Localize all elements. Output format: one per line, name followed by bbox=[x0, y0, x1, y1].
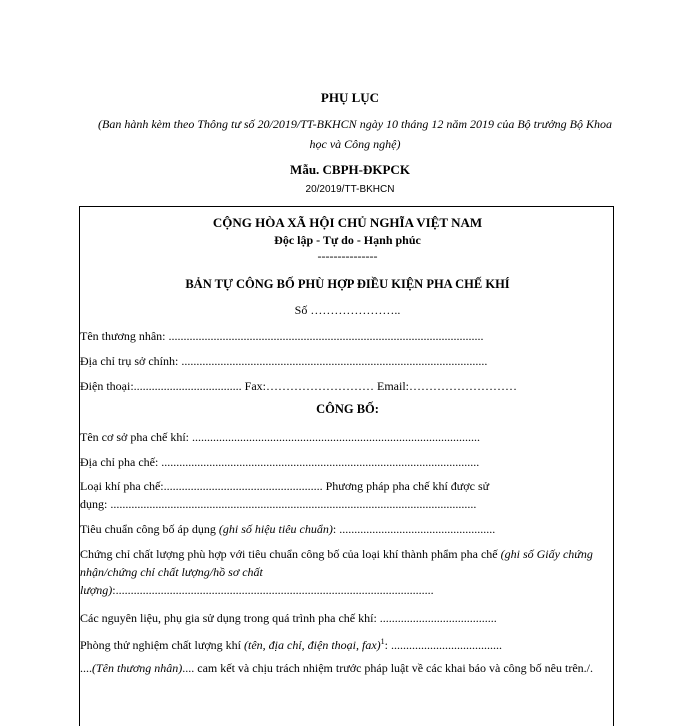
standard-field bbox=[80, 520, 610, 538]
commitment-lead: .... bbox=[80, 661, 92, 675]
commitment-merchant-hint: (Tên thương nhân) bbox=[92, 661, 183, 675]
facility-address-field: Địa chỉ pha chế: .......................................................................................................... bbox=[80, 455, 480, 469]
lab-dots: : ..................................... bbox=[384, 638, 502, 652]
document-number: Số ………………….. bbox=[294, 303, 401, 317]
certificate-hint: (ghi số Giấy chứng nhận/chứng chỉ chất lượng/hồ sơ chất lượng) bbox=[80, 547, 593, 597]
lab-label: Phòng thử nghiệm chất lượng khí bbox=[80, 638, 245, 652]
commitment-text bbox=[80, 659, 610, 677]
head-office-field: Địa chỉ trụ sở chính: ...................................................................................................... bbox=[80, 354, 488, 368]
declaration-title: BẢN TỰ CÔNG BỐ PHÙ HỢP ĐIỀU KIỆN PHA CHẾ KHÍ bbox=[185, 277, 510, 291]
appendix-title: PHỤ LỤC bbox=[320, 90, 380, 105]
certificate-label: Chứng chỉ chất lượng phù hợp với tiêu chuẩn công bố của loại khí thành phẩm pha chế bbox=[80, 547, 501, 561]
lab-footnote-mark: 1 bbox=[380, 637, 385, 646]
certificate-field bbox=[80, 545, 610, 599]
phone-fax-email-field: Điện thoại:.................................... Fax:……………………… Email:……………………… bbox=[80, 379, 517, 393]
appendix-subtitle: (Ban hành kèm theo Thông tư số 20/2019/TT-BKHCN ngày 10 tháng 12 năm 2019 của Bộ trưởng Bộ Khoa học và Công nghệ) bbox=[98, 117, 612, 151]
declare-heading: CÔNG BỐ: bbox=[316, 402, 379, 416]
gas-method-field: dụng: .......................................................................................................................... bbox=[80, 497, 477, 511]
form-box bbox=[79, 206, 614, 726]
lab-hint: (tên, địa chỉ, điện thoại, fax) bbox=[244, 638, 381, 652]
national-motto: Độc lập - Tự do - Hạnh phúc bbox=[274, 233, 421, 247]
merchant-name-field: Tên thương nhân: ......................................................................................................... bbox=[80, 329, 484, 343]
standard-dots: : .................................................... bbox=[332, 522, 496, 536]
motto-divider: --------------- bbox=[317, 249, 378, 263]
certificate-dots: :.......................................................................................................... bbox=[112, 583, 434, 597]
commitment-body: .... cam kết và chịu trách nhiệm trước pháp luật về các khai báo và công bố nêu trên./. bbox=[182, 661, 593, 675]
lab-field bbox=[80, 633, 610, 654]
facility-name-field: Tên cơ sở pha chế khí: ................................................................................................ bbox=[80, 430, 480, 444]
national-title: CỘNG HÒA XÃ HỘI CHỦ NGHĨA VIỆT NAM bbox=[212, 215, 483, 230]
gas-type-field: Loại khí pha chế:..................................................... Phương pháp pha chế khí được sử bbox=[80, 479, 490, 493]
circular-number: 20/2019/TT-BKHCN bbox=[305, 184, 395, 195]
materials-field: Các nguyên liệu, phụ gia sử dụng trong quá trình pha chế khí: ....................................... bbox=[80, 611, 497, 625]
standard-hint: (ghi số hiệu tiêu chuẩn) bbox=[218, 522, 333, 536]
form-code: Mẫu. CBPH-ĐKPCK bbox=[290, 162, 410, 177]
standard-label: Tiêu chuẩn công bố áp dụng bbox=[80, 522, 219, 536]
